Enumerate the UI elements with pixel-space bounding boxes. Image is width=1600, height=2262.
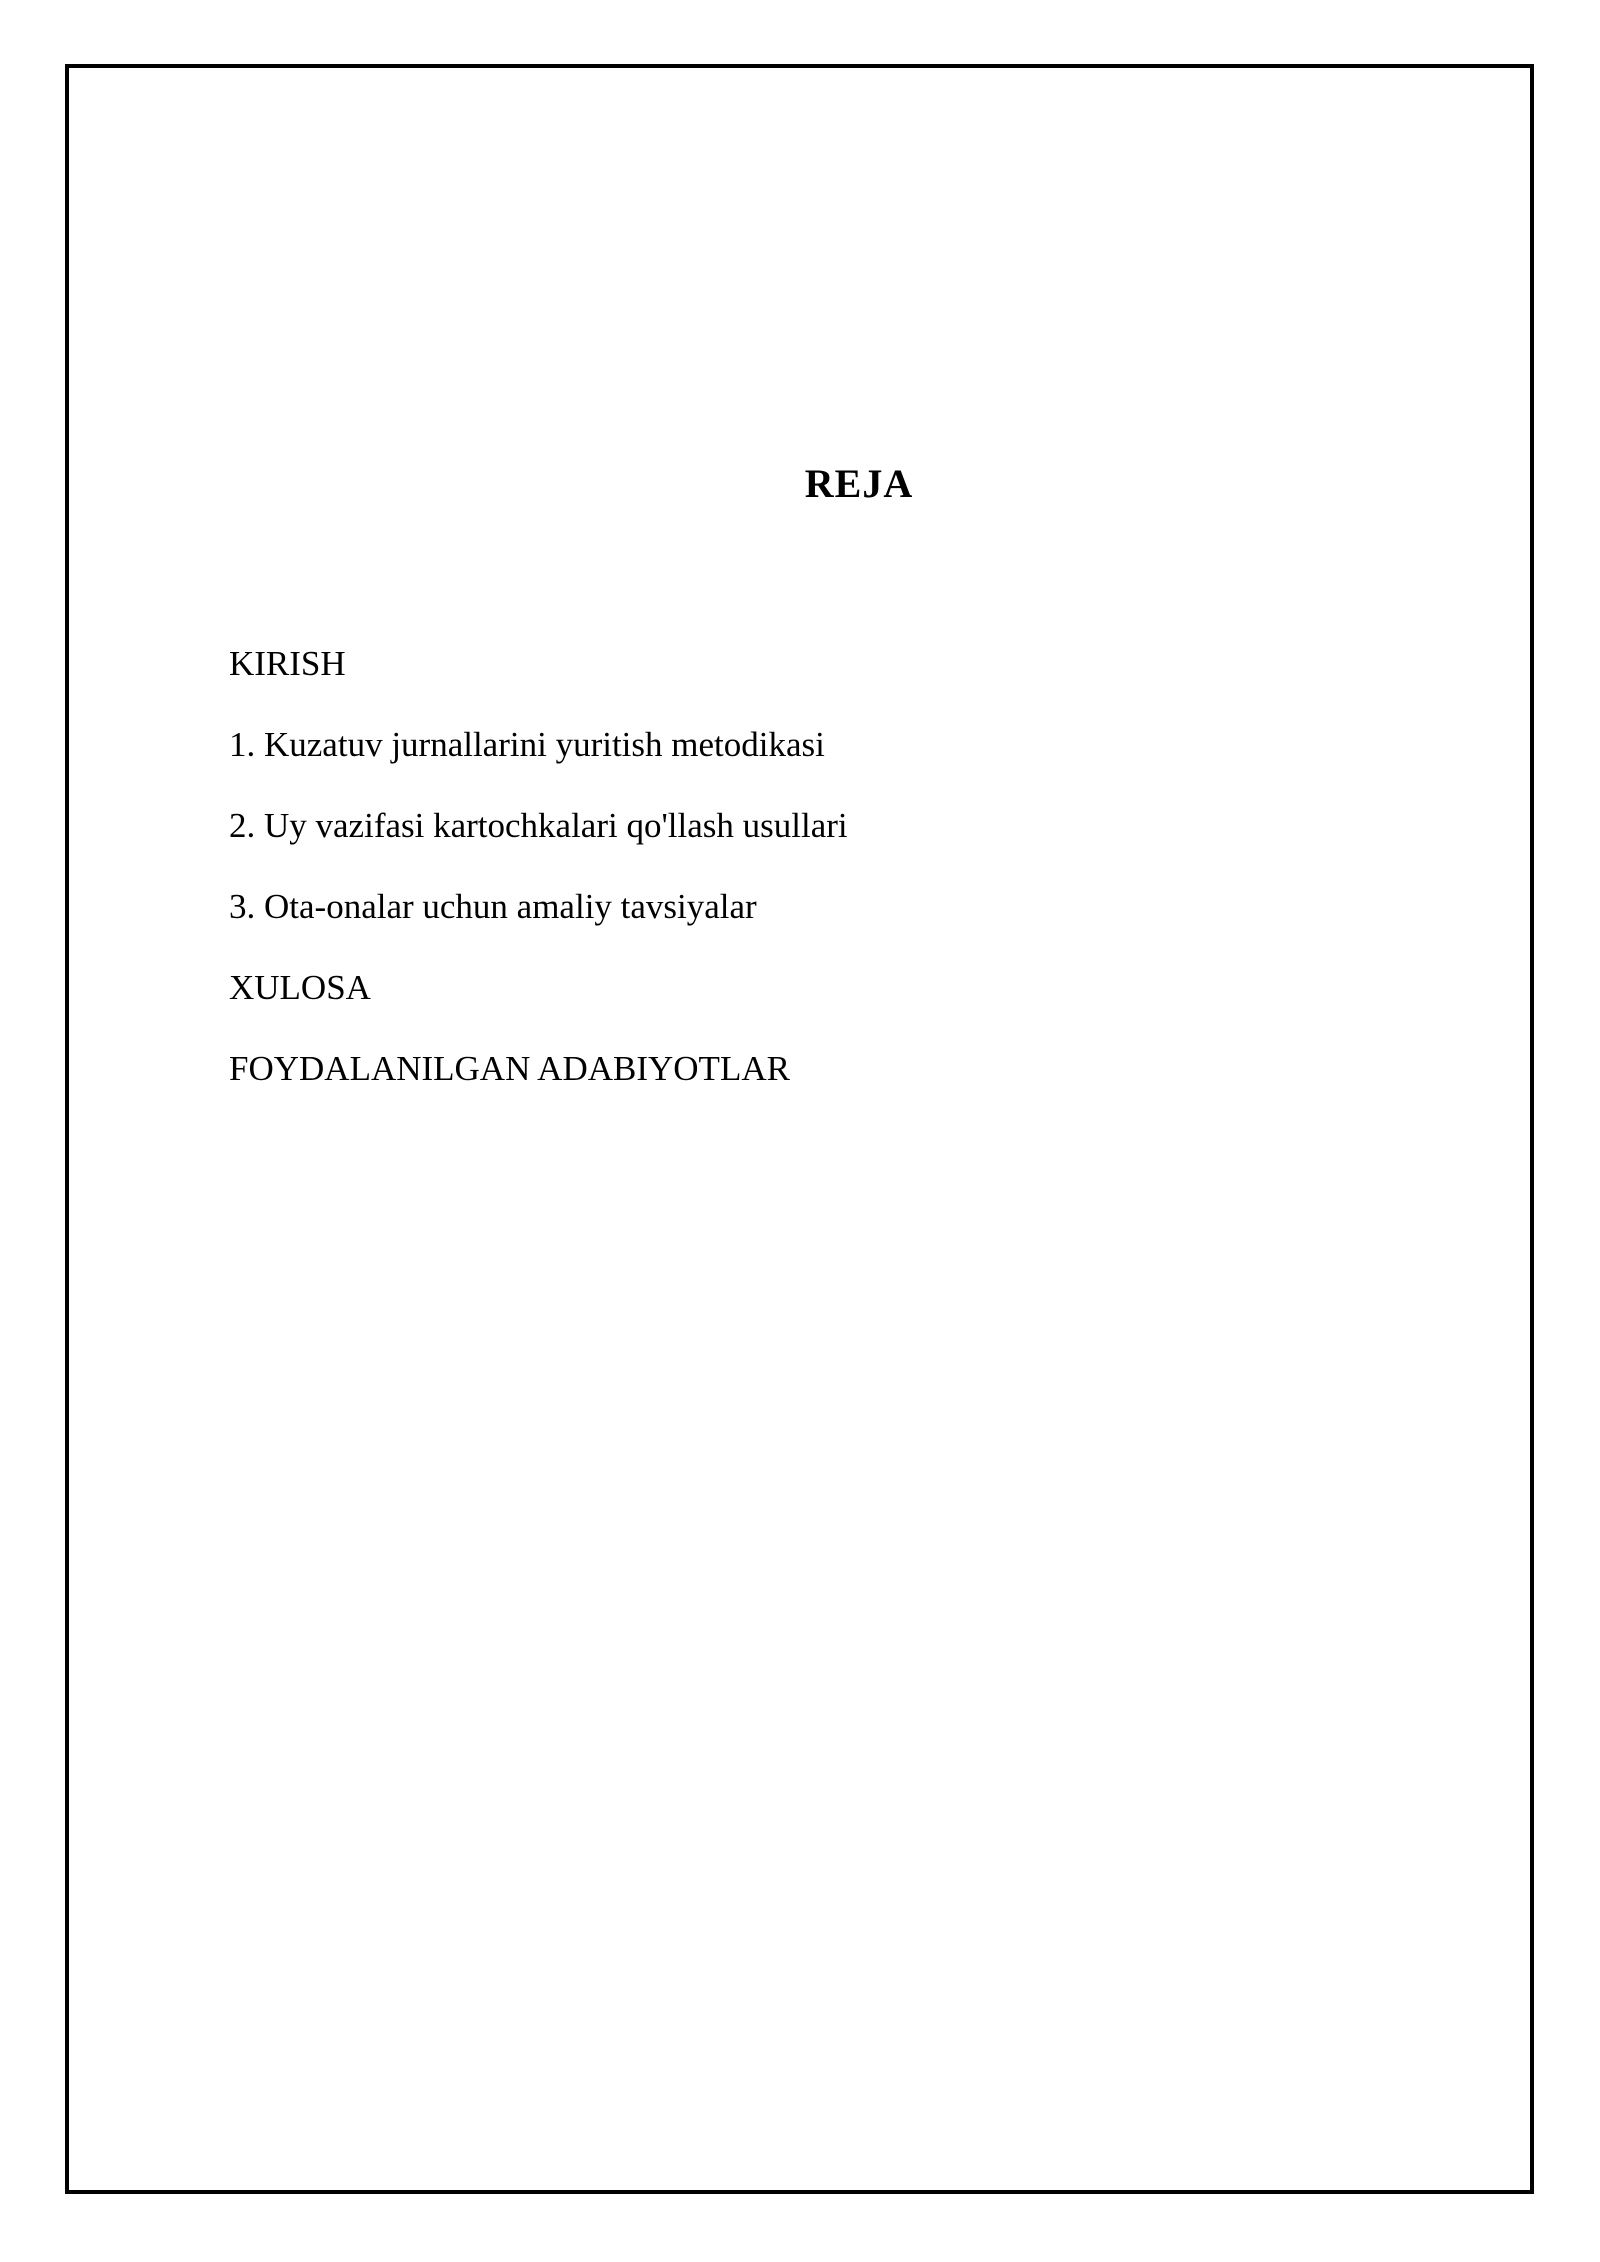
plan-list: [229, 644, 848, 1130]
plan-item-1: 1. Kuzatuv jurnallarini yuritish metodikasi: [229, 725, 825, 764]
plan-item-3: 3. Ota-onalar uchun amaliy tavsiyalar: [229, 887, 757, 926]
plan-item-references: FOYDALANILGAN ADABIYOTLAR: [229, 1049, 790, 1088]
page-title: REJA: [804, 461, 914, 506]
plan-item-conclusion: XULOSA: [229, 968, 371, 1007]
plan-item-2: 2. Uy vazifasi kartochkalari qo'llash usullari: [229, 806, 848, 845]
plan-item-introduction: KIRISH: [229, 644, 346, 683]
